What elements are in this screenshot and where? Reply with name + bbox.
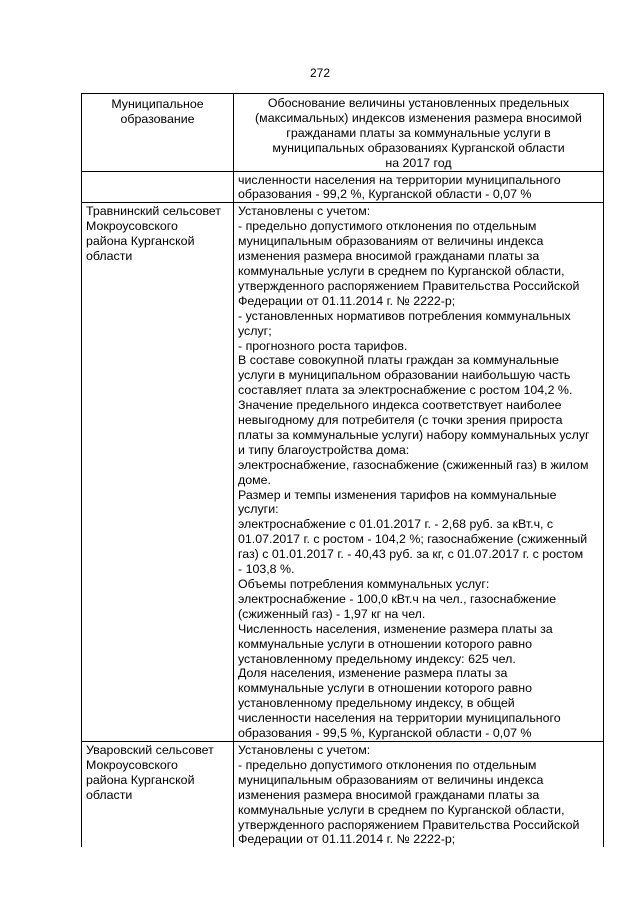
municipality-name: Травнинский сельсовет Мокроусовского района Курганской области — [86, 204, 221, 264]
table-row-uvarovsky — [82, 741, 604, 847]
justification-cell — [234, 741, 604, 847]
header-justification: Обоснование величины установленных предельных (максимальных) индексов изменения размера вносимой гражданами платы за коммунальные услуги в муниципальных образованиях Курганской области на 2017 год — [255, 96, 582, 170]
paragraph: электроснабжение, газоснабжение (сжиженный газ) в жилом доме. — [238, 457, 589, 487]
paragraph: - прогнозного роста тарифов. — [238, 338, 408, 353]
header-municipality-cell — [82, 94, 234, 172]
continuation-row — [82, 171, 604, 203]
paragraph: Численность населения, изменение размера платы за коммунальные услуги в отношении которого равно установленному предельному индексу: 625 чел. — [238, 621, 553, 666]
table-row-travninsky — [82, 203, 604, 742]
page-number: 272 — [309, 66, 331, 80]
paragraph: Объемы потребления коммунальных услуг: — [238, 577, 490, 591]
paragraph: В составе совокупной платы граждан за коммунальные услуги в муниципальном образовании наибольшую часть составляет плата за электроснабжение с ростом 104,2 %. — [238, 353, 573, 398]
paragraph: - предельно допустимого отклонения по отдельным муниципальным образованиям от величины индекса изменения размера вносимой гражданами платы за коммунальные услуги в среднем по Курганской области, утвержденного распоряжением Правительства Российской Федерации от 01.11.2014 г. № 2222-р; — [238, 219, 580, 308]
paragraph: Размер и темпы изменения тарифов на коммунальные услуги: — [238, 487, 557, 517]
header-justification-cell — [234, 94, 604, 172]
paragraph: Доля населения, изменение размера платы за коммунальные услуги в отношении которого равно установленному предельному индексу, в общей численности населения на территории муниципального образования - 99,5 %, Курганской области - 0,07 % — [238, 666, 561, 741]
paragraph: Установлены с учетом: — [238, 742, 371, 757]
paragraph: Установлены с учетом: — [238, 204, 371, 219]
paragraph: - установленных нормативов потребления коммунальных услуг; — [238, 308, 571, 338]
municipality-cell — [82, 203, 234, 742]
municipality-name: Уваровский сельсовет Мокроусовского района Курганской области — [86, 742, 214, 802]
paragraph: электроснабжение - 100,0 кВт.ч на чел., газоснабжение (сжиженный газ) - 1,97 кг на чел. — [238, 591, 557, 621]
justification-table — [81, 93, 604, 847]
continuation-text: численности населения на территории муниципального образования - 99,2 %, Курганской области - 0,07 % — [238, 172, 561, 202]
paragraph: Значение предельного индекса соответствует наиболее невыгодному для потребителя (с точки зрения прироста платы за коммунальные услуги) набору коммунальных услуг и типу благоустройства дома: — [238, 398, 590, 457]
municipality-cell — [82, 741, 234, 847]
continuation-text-cell — [234, 171, 604, 203]
header-municipality: Муниципальное образование — [111, 97, 204, 126]
justification-cell — [234, 203, 604, 742]
continuation-municipality-cell — [82, 171, 234, 203]
table-header-row — [82, 94, 604, 172]
paragraph: электроснабжение с 01.01.2017 г. - 2,68 руб. за кВт.ч, с 01.07.2017 г. с ростом - 104,2 %; газоснабжение (сжиженный газ) с 01.01.2017 г. - 40,43 руб. за кг, с 01.07.2017 г. с ростом - 103,8 %. — [238, 517, 588, 577]
paragraph: - предельно допустимого отклонения по отдельным муниципальным образованиям от величины индекса изменения размера вносимой гражданами платы за коммунальные услуги в среднем по Курганской области, утвержденного распоряжением Правительства Российской Федерации от 01.11.2014 г. № 2222-р; — [238, 757, 580, 847]
